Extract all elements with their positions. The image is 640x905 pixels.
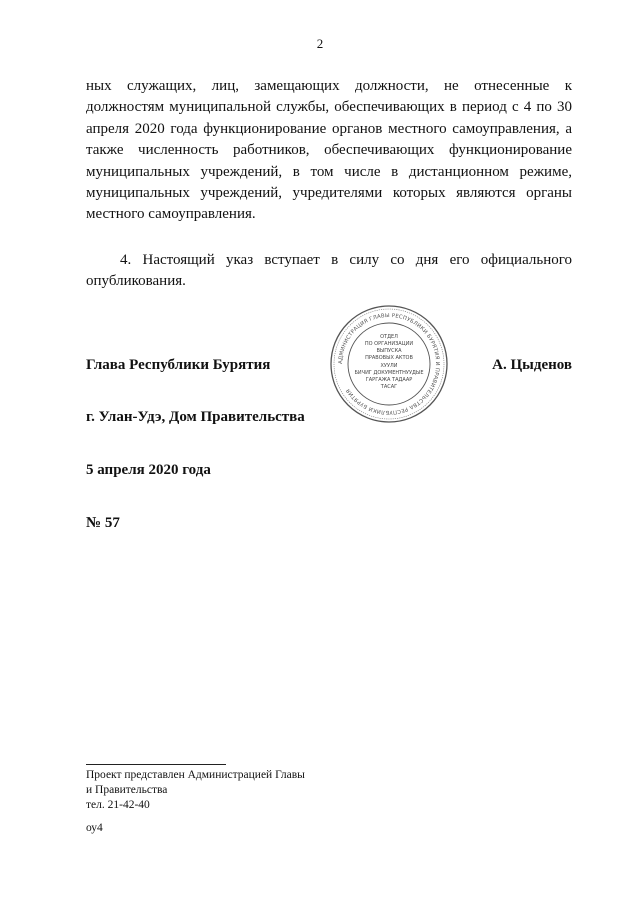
paragraph-4: 4. Настоящий указ вступает в силу со дня его официального опубликования. xyxy=(86,251,572,290)
signing-place: г. Улан-Удэ, Дом Правительства xyxy=(86,409,305,425)
signing-date: 5 апреля 2020 года xyxy=(86,462,211,478)
footnote-divider xyxy=(86,764,226,765)
footnote-line-2: и Правительства xyxy=(86,784,168,796)
signatory-title: Глава Республики Бурятия xyxy=(86,357,271,373)
seal-line: ТАСАГ xyxy=(380,384,398,390)
footnote xyxy=(86,768,305,813)
seal-line: ХУУЛИ xyxy=(380,363,398,369)
seal-ring-text: АДМИНИСТРАЦИЯ ГЛАВЫ РЕСПУБЛИКИ БУРЯТИЯ И ПРАВИТЕЛЬСТВА РЕСПУБЛИКИ БУРЯТИЯ xyxy=(337,312,441,416)
official-seal-stamp xyxy=(328,303,450,425)
seal-line: ПО ОРГАНИЗАЦИИ xyxy=(364,341,414,347)
document-body xyxy=(86,76,572,293)
paragraph-continued: ных служащих, лиц, замещающих должности, не отнесенные к должностям муниципальной службы, обеспечивающих в период с 4 по 30 апреля 2020 года функционирование органов местного самоуправления, а также численность работников, обеспечивающих функционирование муниципальных учреждений, в том числе в дистанционном режиме, муниципальных учреждений, учредителями которых являются органы местного самоуправления. xyxy=(86,78,572,223)
footnote-line-1: Проект представлен Администрацией Главы xyxy=(86,769,305,781)
seal-line: ОТДЕЛ xyxy=(380,334,398,340)
seal-line: ГАРГАЖА ТАДААР xyxy=(365,377,413,383)
signatory-name: А. Цыденов xyxy=(492,357,572,373)
seal-line: ПРАВОВЫХ АКТОВ xyxy=(365,355,413,361)
seal-line: ВЫПУСКА xyxy=(376,348,402,354)
document-code: оу4 xyxy=(86,822,103,834)
footnote-phone: тел. 21-42-40 xyxy=(86,799,150,811)
page-number: 2 xyxy=(316,36,324,51)
decree-number: № 57 xyxy=(86,515,120,531)
seal-line: БИЧИГ ДОКУМЕНТНУУДЫЕ xyxy=(354,370,424,376)
